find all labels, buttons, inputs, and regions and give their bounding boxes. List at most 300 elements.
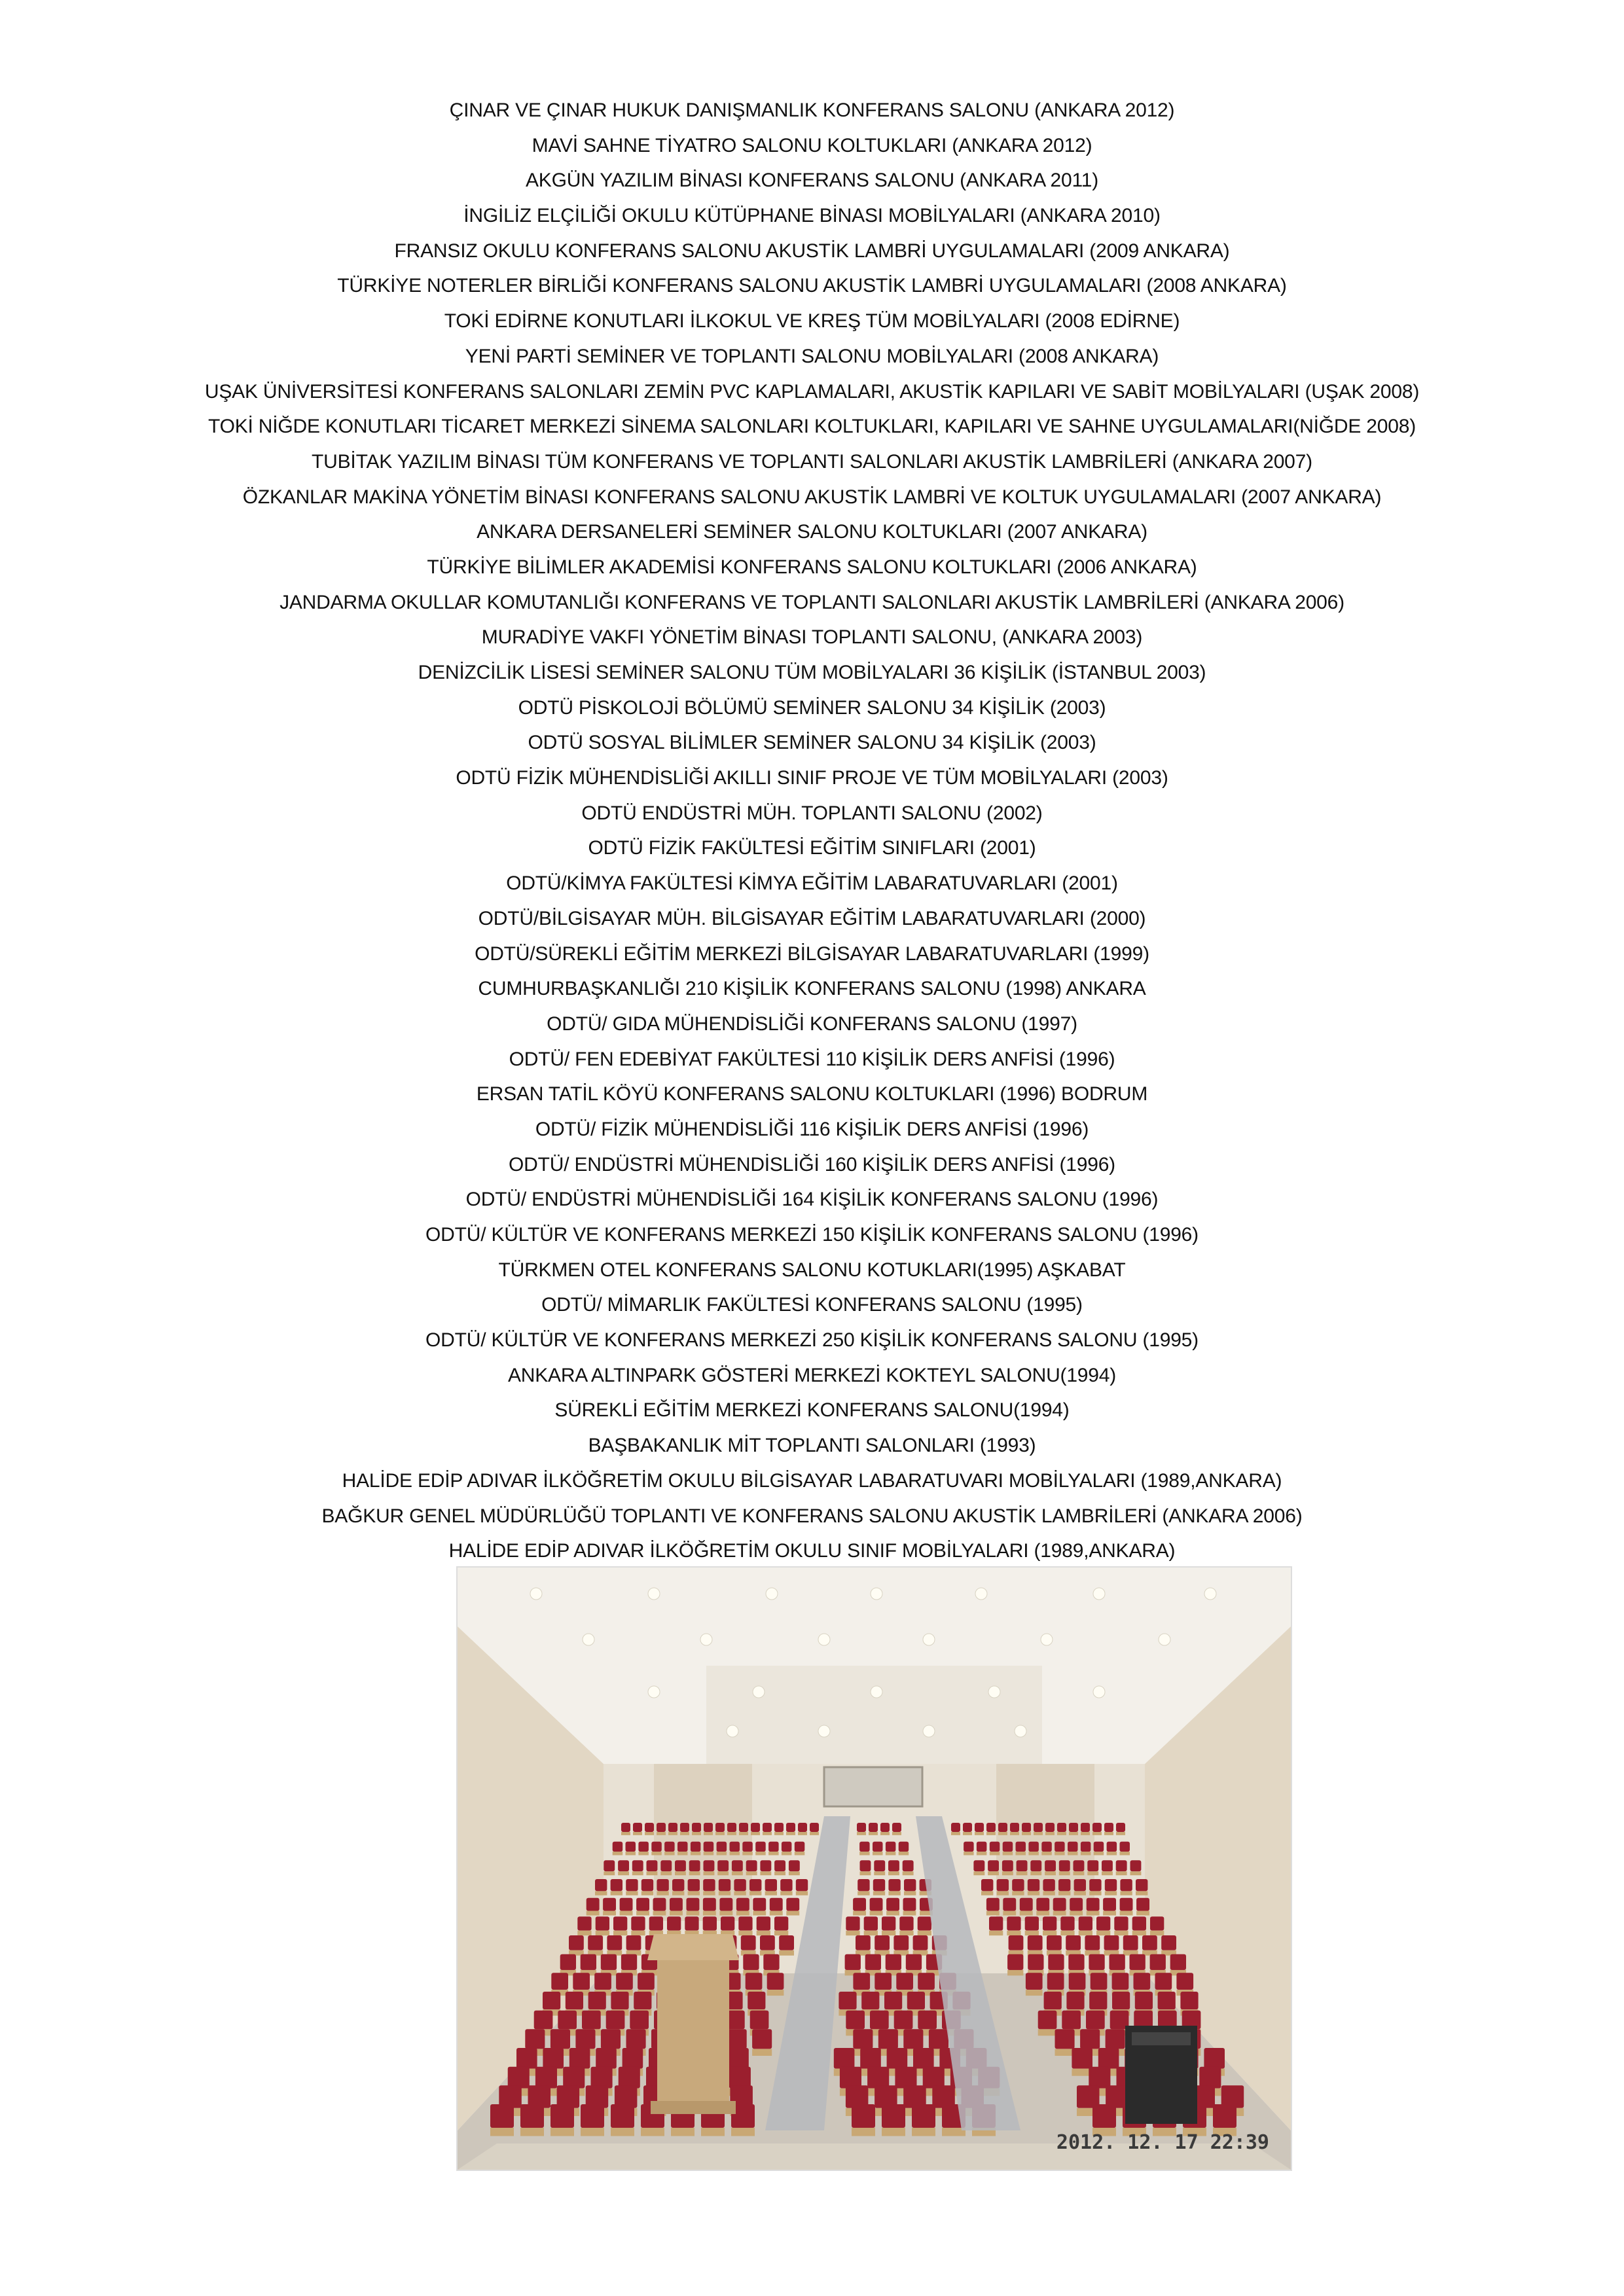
project-item: ODTÜ/ GIDA MÜHENDİSLİĞİ KONFERANS SALONU (1997) bbox=[547, 1013, 1077, 1035]
seat-base bbox=[795, 1852, 805, 1855]
seat-base bbox=[1136, 1911, 1149, 1916]
seat-base bbox=[611, 2128, 634, 2136]
seat-base bbox=[810, 1832, 819, 1835]
seat-base bbox=[768, 1852, 779, 1855]
seat-base bbox=[774, 1931, 788, 1936]
seat-base bbox=[892, 1832, 901, 1835]
seat bbox=[964, 1842, 974, 1852]
seat-base bbox=[882, 1931, 895, 1936]
seat bbox=[895, 2067, 916, 2089]
seat-base bbox=[1089, 1891, 1101, 1895]
project-item: ODTÜ/ ENDÜSTRİ MÜHENDİSLİĞİ 164 KİŞİLİK KONFERANS SALONU (1996) bbox=[465, 1189, 1159, 1211]
seat-base bbox=[657, 1891, 668, 1895]
project-item: ANKARA DERSANELERİ SEMİNER SALONU KOLTUKLARI (2007 ANKARA) bbox=[477, 521, 1147, 543]
seat bbox=[1130, 1860, 1142, 1871]
seat-base bbox=[689, 1871, 700, 1875]
seat bbox=[1017, 1860, 1028, 1871]
ceiling-light bbox=[766, 1588, 778, 1600]
seat bbox=[607, 1935, 622, 1950]
seat-base bbox=[888, 1871, 899, 1875]
project-item: ODTÜ SOSYAL BİLİMLER SEMİNER SALONU 34 KİŞİLİK (2003) bbox=[528, 732, 1096, 754]
seat bbox=[1028, 1954, 1043, 1970]
seat bbox=[645, 1823, 654, 1832]
project-item: MURADİYE VAKFI YÖNETİM BİNASI TOPLANTI SALONU, (ANKARA 2003) bbox=[481, 626, 1143, 649]
seat-base bbox=[912, 2128, 935, 2136]
seat bbox=[913, 2048, 934, 2069]
seat bbox=[840, 2067, 861, 2089]
seat bbox=[586, 1898, 600, 1911]
seat-base bbox=[687, 1911, 700, 1916]
seat-base bbox=[760, 1871, 771, 1875]
ceiling-light bbox=[1015, 1725, 1026, 1737]
seat bbox=[1022, 1823, 1031, 1832]
seat bbox=[647, 1860, 658, 1871]
seat-base bbox=[668, 1832, 677, 1835]
seat bbox=[525, 2029, 545, 2049]
ceiling-light bbox=[700, 1634, 712, 1645]
lectern bbox=[647, 1934, 739, 2114]
project-item: CUMHURBAŞKANLIĞI 210 KİŞİLİK KONFERANS SALONU (1998) ANKARA bbox=[478, 978, 1146, 1000]
seat-base bbox=[1116, 1832, 1125, 1835]
seat bbox=[751, 1823, 760, 1832]
seat bbox=[1110, 1954, 1125, 1970]
ceiling-light bbox=[530, 1588, 542, 1600]
seat-base bbox=[1034, 1832, 1043, 1835]
seat bbox=[1089, 1879, 1101, 1891]
seat-base bbox=[1087, 1871, 1098, 1875]
seat-base bbox=[1104, 1832, 1113, 1835]
seat bbox=[853, 1973, 870, 1990]
seat bbox=[1007, 1916, 1020, 1930]
project-item: YENİ PARTİ SEMİNER VE TOPLANTI SALONU MOBİLYALARI (2008 ANKARA) bbox=[465, 345, 1159, 367]
seat bbox=[1055, 2029, 1075, 2049]
ceiling-light bbox=[818, 1634, 830, 1645]
seat bbox=[633, 1823, 642, 1832]
seat bbox=[780, 1879, 792, 1891]
seat bbox=[688, 1879, 700, 1891]
seat bbox=[1120, 1898, 1133, 1911]
seat bbox=[1003, 1898, 1016, 1911]
seat bbox=[677, 1842, 688, 1852]
seat bbox=[1092, 2104, 1116, 2128]
seat-base bbox=[604, 1871, 615, 1875]
seat bbox=[543, 1992, 560, 2009]
seat bbox=[1012, 1879, 1024, 1891]
seat-base bbox=[1045, 1832, 1055, 1835]
seat bbox=[834, 2048, 855, 2069]
seat bbox=[569, 2048, 590, 2069]
seat bbox=[738, 1916, 752, 1930]
projection-window bbox=[824, 1767, 922, 1806]
project-item: TUBİTAK YAZILIM BİNASI TÜM KONFERANS VE TOPLANTI SALONLARI AKUSTİK LAMBRİLERİ (ANKARA 2007) bbox=[312, 450, 1312, 473]
seat bbox=[789, 1860, 800, 1871]
seat-base bbox=[964, 1852, 974, 1855]
project-item: SÜREKLİ EĞİTİM MERKEZİ KONFERANS SALONU(1994) bbox=[554, 1399, 1070, 1422]
seat-base bbox=[753, 1911, 766, 1916]
seat-base bbox=[1132, 1931, 1146, 1936]
seat-base bbox=[1003, 1911, 1016, 1916]
seat bbox=[861, 1992, 879, 2009]
seat bbox=[869, 1823, 878, 1832]
seat-base bbox=[886, 1911, 899, 1916]
seat-base bbox=[1010, 1832, 1019, 1835]
seat bbox=[1150, 1916, 1164, 1930]
seat bbox=[741, 1935, 756, 1950]
seat bbox=[1068, 1954, 1084, 1970]
seat bbox=[760, 1935, 775, 1950]
seat-base bbox=[1055, 1852, 1065, 1855]
seat-base bbox=[873, 1891, 885, 1895]
seat-base bbox=[736, 1911, 749, 1916]
ceiling-light bbox=[1093, 1588, 1105, 1600]
seat bbox=[569, 1935, 584, 1950]
seat-base bbox=[664, 1852, 675, 1855]
seat bbox=[929, 2029, 948, 2049]
project-item: ODTÜ/ FEN EDEBİYAT FAKÜLTESİ 110 KİŞİLİK DERS ANFİSİ (1996) bbox=[509, 1048, 1115, 1070]
seat bbox=[543, 2048, 564, 2069]
seat bbox=[1089, 1954, 1104, 1970]
seat-base bbox=[618, 1871, 629, 1875]
seat-base bbox=[780, 1891, 792, 1895]
seat bbox=[886, 1842, 896, 1852]
seat-base bbox=[918, 1931, 931, 1936]
seat-base bbox=[717, 1852, 727, 1855]
seat-base bbox=[903, 1871, 914, 1875]
project-item: ODTÜ/KİMYA FAKÜLTESİ KİMYA EĞİTİM LABARATUVARLARI (2001) bbox=[506, 872, 1118, 895]
seat bbox=[591, 2067, 613, 2089]
seat-base bbox=[986, 1832, 996, 1835]
seat bbox=[749, 1879, 761, 1891]
project-item: İNGİLİZ ELÇİLİĞİ OKULU KÜTÜPHANE BİNASI MOBİLYALARI (ANKARA 2010) bbox=[463, 205, 1161, 227]
seat bbox=[675, 1860, 686, 1871]
seat bbox=[1057, 1823, 1066, 1832]
seat-base bbox=[1103, 1911, 1116, 1916]
ceiling-light bbox=[923, 1634, 935, 1645]
seat bbox=[1081, 1842, 1091, 1852]
seat bbox=[1028, 1935, 1043, 1950]
seat bbox=[864, 1916, 878, 1930]
seat-base bbox=[1081, 1852, 1091, 1855]
seat-base bbox=[631, 1931, 645, 1936]
seat-base bbox=[977, 1852, 987, 1855]
seat bbox=[626, 1935, 641, 1950]
seat bbox=[520, 2104, 544, 2128]
seat-base bbox=[675, 1871, 686, 1875]
seat bbox=[1161, 1935, 1176, 1950]
seat-base bbox=[975, 1832, 984, 1835]
project-item: ODTÜ/ KÜLTÜR VE KONFERANS MERKEZİ 250 KİŞİLİK KONFERANS SALONU (1995) bbox=[425, 1329, 1199, 1352]
seat bbox=[626, 1879, 638, 1891]
seat bbox=[728, 2048, 749, 2069]
seat-base bbox=[677, 1852, 688, 1855]
seat bbox=[1142, 1935, 1157, 1950]
seat bbox=[670, 1898, 683, 1911]
seat bbox=[1026, 1973, 1043, 1990]
seat-base bbox=[613, 1852, 623, 1855]
seat bbox=[573, 1973, 590, 1990]
seat bbox=[535, 2067, 557, 2089]
seat bbox=[752, 2029, 772, 2049]
seat-base bbox=[603, 1911, 616, 1916]
seat bbox=[668, 1823, 677, 1832]
seat-base bbox=[882, 2128, 905, 2136]
project-item: ODTÜ FİZİK FAKÜLTESİ EĞİTİM SINIFLARI (2001) bbox=[588, 837, 1036, 859]
seat-base bbox=[757, 1931, 770, 1936]
seat bbox=[611, 1992, 628, 2009]
seat bbox=[721, 1916, 734, 1930]
seat bbox=[618, 1860, 629, 1871]
seat-base bbox=[998, 1832, 1007, 1835]
seat bbox=[1105, 1879, 1117, 1891]
seat-base bbox=[595, 1891, 607, 1895]
seat bbox=[750, 2011, 769, 2030]
seat-base bbox=[1057, 1832, 1066, 1835]
seat bbox=[990, 1842, 1000, 1852]
project-item: ODTÜ/ KÜLTÜR VE KONFERANS MERKEZİ 150 KİŞİLİK KONFERANS SALONU (1996) bbox=[425, 1224, 1199, 1246]
seat bbox=[1114, 1916, 1128, 1930]
seat-base bbox=[1068, 1852, 1078, 1855]
seat-base bbox=[626, 1852, 636, 1855]
seat bbox=[1062, 2011, 1081, 2030]
seat bbox=[1016, 1842, 1026, 1852]
seat bbox=[786, 1823, 795, 1832]
seat bbox=[989, 1916, 1003, 1930]
seat bbox=[988, 1860, 999, 1871]
seat-base bbox=[973, 1871, 984, 1875]
seat bbox=[689, 1860, 700, 1871]
seat-base bbox=[1020, 1911, 1033, 1916]
seat bbox=[1079, 1916, 1092, 1930]
seat bbox=[748, 1992, 765, 2009]
ceiling-light bbox=[648, 1686, 660, 1698]
seat bbox=[798, 1823, 807, 1832]
seat bbox=[594, 1973, 611, 1990]
project-item: TÜRKİYE BİLİMLER AKADEMİSİ KONFERANS SALONU KOLTUKLARI (2006 ANKARA) bbox=[427, 556, 1197, 578]
seat bbox=[1055, 1842, 1065, 1852]
seat-base bbox=[701, 2128, 725, 2136]
seat-base bbox=[1060, 1931, 1074, 1936]
project-item: ÖZKANLAR MAKİNA YÖNETİM BİNASI KONFERANS SALONU AKUSTİK LAMBRİ VE KOLTUK UYGULAMALARI (2007 ANKARA) bbox=[242, 486, 1382, 508]
seat-base bbox=[1030, 1871, 1041, 1875]
seat bbox=[734, 1879, 746, 1891]
seat bbox=[604, 1860, 615, 1871]
seat bbox=[857, 1823, 866, 1832]
seat-base bbox=[789, 1871, 800, 1875]
seat bbox=[664, 1842, 675, 1852]
seat-base bbox=[1120, 1891, 1132, 1895]
seat bbox=[1136, 1898, 1149, 1911]
seat bbox=[703, 1898, 716, 1911]
seat-base bbox=[581, 2128, 604, 2136]
seat bbox=[680, 1823, 689, 1832]
seat-base bbox=[647, 1871, 658, 1875]
seat-base bbox=[1028, 1891, 1039, 1895]
seat-base bbox=[1059, 1871, 1070, 1875]
ceiling-light bbox=[1159, 1634, 1170, 1645]
ceiling-light bbox=[1093, 1686, 1105, 1698]
seat bbox=[657, 1879, 668, 1891]
seat bbox=[582, 2011, 601, 2030]
seat bbox=[903, 1860, 914, 1871]
seat bbox=[763, 1823, 772, 1832]
seat-base bbox=[988, 1871, 999, 1875]
project-item: DENİZCİLİK LİSESİ SEMİNER SALONU TÜM MOBİLYALARI 36 KİŞİLİK (İSTANBUL 2003) bbox=[418, 662, 1206, 683]
seat bbox=[651, 1842, 662, 1852]
seat bbox=[856, 1935, 871, 1950]
seat-base bbox=[870, 1911, 883, 1916]
seat bbox=[873, 1879, 885, 1891]
seat bbox=[1070, 1898, 1083, 1911]
seat bbox=[875, 1935, 890, 1950]
seat bbox=[1047, 1973, 1064, 1990]
seat-base bbox=[1107, 1852, 1117, 1855]
ceiling-light bbox=[818, 1725, 830, 1737]
seat bbox=[1094, 1842, 1104, 1852]
seat bbox=[638, 1973, 655, 1990]
seat bbox=[626, 2029, 646, 2049]
seat-base bbox=[1094, 1852, 1104, 1855]
project-item: BAŞBAKANLIK MİT TOPLANTI SALONLARI (1993) bbox=[588, 1435, 1036, 1457]
seat bbox=[1102, 1860, 1113, 1871]
seat-base bbox=[860, 1871, 871, 1875]
seat-base bbox=[719, 1891, 731, 1895]
seat bbox=[774, 1823, 784, 1832]
seat bbox=[1010, 1823, 1019, 1832]
seat bbox=[918, 1973, 935, 1990]
seat bbox=[575, 2029, 595, 2049]
project-item: ERSAN TATİL KÖYÜ KONFERANS SALONU KOLTUKLARI (1996) BODRUM bbox=[476, 1083, 1148, 1105]
seat bbox=[810, 1823, 819, 1832]
seat-base bbox=[672, 1891, 684, 1895]
seat-base bbox=[798, 1832, 807, 1835]
seat bbox=[878, 2029, 898, 2049]
seat-base bbox=[1025, 1931, 1039, 1936]
seat-base bbox=[633, 1832, 642, 1835]
seat-base bbox=[903, 1911, 916, 1916]
seat-base bbox=[1022, 1832, 1031, 1835]
seat-base bbox=[1028, 1852, 1039, 1855]
seat bbox=[1123, 1935, 1138, 1950]
seat bbox=[563, 2067, 585, 2089]
seat bbox=[845, 1954, 861, 1970]
seat-base bbox=[853, 1911, 866, 1916]
seat bbox=[1060, 1916, 1074, 1930]
seat bbox=[717, 1860, 729, 1871]
seat-base bbox=[1114, 1931, 1128, 1936]
seat bbox=[619, 2067, 640, 2089]
seat-base bbox=[782, 1852, 792, 1855]
seat bbox=[719, 1898, 732, 1911]
seat-base bbox=[734, 1891, 746, 1895]
seat bbox=[998, 1823, 1007, 1832]
seat-base bbox=[888, 1891, 900, 1895]
seat-base bbox=[997, 1891, 1009, 1895]
seat-base bbox=[641, 1891, 653, 1895]
seat bbox=[899, 1916, 913, 1930]
seat bbox=[641, 1879, 653, 1891]
seat-base bbox=[880, 1832, 890, 1835]
seat bbox=[623, 2048, 643, 2069]
seat bbox=[667, 1916, 681, 1930]
seat bbox=[997, 1879, 1009, 1891]
seat bbox=[860, 2048, 881, 2069]
seat bbox=[1048, 1954, 1064, 1970]
seat bbox=[717, 1842, 727, 1852]
seat bbox=[616, 1973, 633, 1990]
seat-base bbox=[796, 1891, 808, 1895]
seat bbox=[886, 1954, 901, 1970]
project-item: TOKİ EDİRNE KONUTLARI İLKOKUL VE KREŞ TÜM MOBİLYALARI (2008 EDİRNE) bbox=[444, 310, 1180, 332]
seat bbox=[893, 1935, 909, 1950]
seat-base bbox=[1012, 1891, 1024, 1895]
seat bbox=[1120, 1842, 1130, 1852]
seat bbox=[977, 1842, 987, 1852]
seat bbox=[550, 2104, 574, 2128]
seat bbox=[1074, 1879, 1086, 1891]
project-item: HALİDE EDİP ADIVAR İLKÖĞRETİM OKULU SINIF MOBİLYALARI (1989,ANKARA) bbox=[448, 1540, 1176, 1562]
seat-base bbox=[857, 1891, 869, 1895]
seat bbox=[875, 1973, 892, 1990]
seat-base bbox=[1002, 1871, 1013, 1875]
project-item: JANDARMA OKULLAR KOMUTANLIĞI KONFERANS VE TOPLANTI SALONLARI AKUSTİK LAMBRİLERİ (ANKARA 2006) bbox=[280, 591, 1344, 613]
seat bbox=[1116, 1860, 1127, 1871]
seat bbox=[704, 1860, 715, 1871]
seat bbox=[620, 1898, 633, 1911]
project-item: ODTÜ ENDÜSTRİ MÜH. TOPLANTI SALONU (2002) bbox=[581, 802, 1043, 824]
seat bbox=[606, 2011, 625, 2030]
seat bbox=[703, 1879, 715, 1891]
seat bbox=[1080, 2029, 1100, 2049]
seat-base bbox=[688, 1891, 700, 1895]
seat-base bbox=[899, 1931, 913, 1936]
seat bbox=[755, 1842, 766, 1852]
seat bbox=[631, 1916, 645, 1930]
seat-base bbox=[638, 1852, 649, 1855]
seat-base bbox=[752, 2049, 772, 2056]
seat bbox=[685, 1916, 698, 1930]
seat bbox=[870, 1898, 883, 1911]
ceiling-back-panel bbox=[706, 1666, 1042, 1764]
ceiling-light bbox=[988, 1686, 1000, 1698]
seat-base bbox=[1041, 1852, 1052, 1855]
seat-base bbox=[626, 1891, 638, 1895]
seat-base bbox=[1058, 1891, 1070, 1895]
seat bbox=[1092, 1823, 1102, 1832]
seat bbox=[634, 1992, 651, 2009]
seat-base bbox=[859, 1852, 870, 1855]
seat-base bbox=[1074, 1871, 1085, 1875]
seat bbox=[903, 1898, 916, 1911]
seat bbox=[1104, 1823, 1113, 1832]
seat-base bbox=[490, 2128, 514, 2136]
seat bbox=[1058, 1879, 1070, 1891]
seat-base bbox=[873, 1852, 883, 1855]
seat-base bbox=[596, 1931, 609, 1936]
seat bbox=[852, 2104, 875, 2128]
seat bbox=[613, 1916, 627, 1930]
seat bbox=[581, 1954, 596, 1970]
seat-base bbox=[755, 1852, 766, 1855]
seat bbox=[601, 2029, 621, 2049]
seat bbox=[975, 1823, 984, 1832]
seat-base bbox=[703, 1911, 716, 1916]
seat bbox=[768, 1842, 779, 1852]
seat bbox=[550, 2029, 570, 2049]
project-item: ANKARA ALTINPARK GÖSTERİ MERKEZİ KOKTEYL SALONU(1994) bbox=[507, 1364, 1117, 1386]
seat bbox=[912, 2104, 935, 2128]
seat bbox=[888, 1879, 900, 1891]
seat bbox=[1069, 1823, 1078, 1832]
